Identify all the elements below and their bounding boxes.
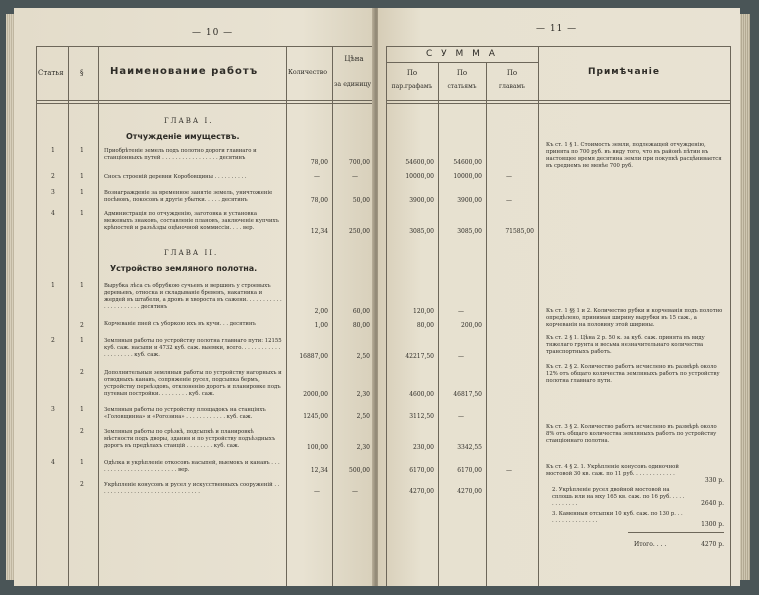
empty-dash: — xyxy=(458,308,464,315)
row-description: Укрѣпленiе конусовъ и русел у искусственныхъ сооруженiй . . . . . . . . . . . . . . . . . . . . . . . . . . . . . . . xyxy=(104,482,280,495)
sum-article: 46817,50 xyxy=(453,391,482,398)
row-quantity: 1,00 xyxy=(314,322,328,329)
rule-sum-sub xyxy=(386,62,538,63)
sum-paragraph: 3112,50 xyxy=(409,413,434,420)
row-quantity: 16887,00 xyxy=(299,353,328,360)
col-rule-0 xyxy=(36,46,37,586)
row-description: Земляныя работы по устройству площадокъ на станцiяхъ «Головщинна» и «Рогозина» . . . . . . . . . . . . куб. саж. xyxy=(104,407,266,420)
header-paragraph: § xyxy=(80,69,84,77)
row-paragraph: 2 xyxy=(80,428,84,435)
sum-paragraph: 4270,00 xyxy=(409,488,434,495)
sum-paragraph: 3085,00 xyxy=(409,228,434,235)
note-item-text: 3. Каменныя отсыпки 10 куб. саж. по 130 р. . . . . . . . . . . . . . . . . xyxy=(552,511,683,524)
col-rule-2 xyxy=(98,46,99,586)
header-by-chapters-2: главамъ xyxy=(499,83,525,90)
row-description: Одѣлка и укрѣпленiе откосовъ насыпей, выемокъ и канавъ . . . . . . . . . . . . . . . . . . . . . . . . . вер. xyxy=(104,460,280,473)
row-article: 2 xyxy=(51,337,55,344)
sum-paragraph: 4600,00 xyxy=(409,391,434,398)
row-paragraph: 1 xyxy=(80,282,84,289)
col-rule-0 xyxy=(386,46,387,586)
row-quantity: 100,00 xyxy=(307,444,328,451)
row-price: 2,50 xyxy=(356,413,370,420)
col-rule-1 xyxy=(68,46,69,586)
total-label: Итого. . . . xyxy=(634,541,667,548)
row-quantity: 12,34 xyxy=(310,228,328,235)
sum-article: 3342,55 xyxy=(457,444,482,451)
note-text: Къ ст. 1 § 1. Стоимость земли, подлежащей отчужденiю, принята по 700 руб. въ виду того, что въ районѣ пѣтин въ настоящее время десятина земли при покупкѣ расцѣнивается въ среднемъ не менѣе 700 руб. xyxy=(546,142,722,169)
col-rule-4 xyxy=(332,46,333,586)
total-rule xyxy=(628,532,724,533)
row-quantity: 2,00 xyxy=(314,308,328,315)
row-article: 3 xyxy=(51,189,55,196)
header-works: Наименование работъ xyxy=(110,66,259,77)
chapter2-title: ГЛАВА II. xyxy=(164,249,219,257)
row-description: Вознагражденiе за временное занятiе земель, уничтоженiе посѣвовъ, покосовъ и другiе убытки. . . . . десятинъ xyxy=(104,190,273,203)
note-text: Къ ст. 2 § 2. Количество работъ исчислено въ размѣрѣ около 12% отъ общаго количества земляныхъ работъ по устройству полотна главнаго пути. xyxy=(546,364,720,384)
row-article: 2 xyxy=(51,173,55,180)
row-article: 4 xyxy=(51,459,55,466)
row-price: 700,00 xyxy=(349,159,370,166)
row-price: 60,00 xyxy=(352,308,370,315)
row-quantity: — xyxy=(314,488,320,495)
rule-top xyxy=(36,46,374,47)
sum-article: 10000,00 xyxy=(453,173,482,180)
sum-chapter: 71585,00 xyxy=(505,228,534,235)
row-description: Корчеванiе пней съ уборкою ихъ въ кучи. . . десятинъ xyxy=(104,321,256,327)
col-rule-1 xyxy=(438,62,439,586)
row-description: Земляныя работы по устройству полотна главнаго пути: 12155 куб. саж. насыпи и 4732 куб. саж. выемки, всего. . . . . . . . . . . . . . . . . . . . . куб. саж. xyxy=(104,338,282,358)
row-paragraph: 2 xyxy=(80,369,84,376)
empty-dash: — xyxy=(506,173,512,180)
note-item-value: 2640 р. xyxy=(701,500,724,507)
sum-paragraph: 120,00 xyxy=(413,308,434,315)
page-edges-left xyxy=(6,14,14,580)
header-quantity: Количество xyxy=(288,69,328,76)
row-price: 2,50 xyxy=(356,353,370,360)
row-paragraph: 1 xyxy=(80,337,84,344)
chapter1-title: ГЛАВА I. xyxy=(164,117,214,125)
note-item-text: Къ ст. 4 § 2. 1. Укрѣпленiе конусовъ одиночной мостовой 30 кв. саж. по 11 руб. . . . . . . . . . . . . xyxy=(546,464,679,477)
row-description: Вырубка лѣса съ обрубкою сучьевъ и вершинъ у строевыхъ деревьевъ, относка и складыванiе бревенъ, накатника и жердей въ штабели, а дровъ и хвороста въ сажени. . . . . . . . . . . . . . . . . . . . . . десятинъ xyxy=(104,283,282,310)
row-price: — xyxy=(352,173,358,180)
sum-paragraph: 54600,00 xyxy=(405,159,434,166)
row-paragraph: 1 xyxy=(80,173,84,180)
row-paragraph: 1 xyxy=(80,189,84,196)
header-sum: С У М М А xyxy=(426,49,498,59)
sum-paragraph: 6170,00 xyxy=(409,467,434,474)
row-description: Сносъ строенiй деревни Коробовщины . . . . . . . . . . xyxy=(104,174,247,180)
row-article: 1 xyxy=(51,147,55,154)
sum-article: 4270,00 xyxy=(457,488,482,495)
total-value: 4270 р. xyxy=(701,541,724,548)
row-description: Администрацiя по отчужденiю, заготовка и установка межевыхъ знаковъ, составленiе плановъ, заключенiе купчихъ крѣпостей и разъѣзды оцѣночной коммиссiи. . . . вер. xyxy=(104,211,279,231)
header-article: Статья xyxy=(38,69,64,77)
note-text: Къ ст. 1 §§ 1 и 2. Количество рубки и корчеванiя подъ полотно опредѣлено, принимая ширину вырубки въ 15 саж., а корчеванiя на половину этой ширины. xyxy=(546,308,723,328)
row-description: Приобрѣтенiе земель подъ полотно дороги главнаго и станцiонныхъ путей . . . . . . . . . . . . . . . . . десятинъ xyxy=(104,148,257,161)
note-item-value: 1300 р. xyxy=(701,521,724,528)
row-quantity: 78,00 xyxy=(310,159,328,166)
row-quantity: 12,34 xyxy=(310,467,328,474)
sum-paragraph: 10000,00 xyxy=(405,173,434,180)
row-price: 500,00 xyxy=(349,467,370,474)
sum-article: 200,00 xyxy=(461,322,482,329)
note-text: Къ ст. 3 § 2. Количество работъ исчислено въ размѣрѣ около 8% отъ общаго количества земляныхъ работъ по устройству станцiоннаго полотна. xyxy=(546,424,717,444)
row-price: 2,30 xyxy=(356,444,370,451)
header-by-chapters-1: По xyxy=(506,69,518,77)
page-number-right: — 11 — xyxy=(536,24,578,34)
note-text: Къ ст. 2 § 1. Цѣна 2 р. 50 к. за куб. саж. принята въ виду тяжелаго грунта и весьма незначительнаго количества транспортныхъ работъ. xyxy=(546,335,705,355)
header-note: Примѣчанiе xyxy=(588,67,660,77)
empty-dash: — xyxy=(506,197,512,204)
sum-article: 3900,00 xyxy=(457,197,482,204)
rule-header-bottom-2 xyxy=(36,103,374,104)
header-price-1: Цѣна xyxy=(344,55,364,63)
row-quantity: — xyxy=(314,173,320,180)
right-page xyxy=(378,8,740,586)
col-rule-4 xyxy=(730,46,731,586)
sum-article: 3085,00 xyxy=(457,228,482,235)
empty-dash: — xyxy=(506,467,512,474)
row-quantity: 78,00 xyxy=(310,197,328,204)
sum-paragraph: 3900,00 xyxy=(409,197,434,204)
sum-article: 54600,00 xyxy=(453,159,482,166)
left-page xyxy=(14,8,374,586)
row-paragraph: 1 xyxy=(80,147,84,154)
sum-paragraph: 80,00 xyxy=(416,322,434,329)
row-article: 4 xyxy=(51,210,55,217)
row-paragraph: 1 xyxy=(80,406,84,413)
row-paragraph: 2 xyxy=(80,481,84,488)
page-number-left: — 10 — xyxy=(192,28,234,38)
header-by-paragraphs-1: По xyxy=(406,69,418,77)
row-paragraph: 1 xyxy=(80,459,84,466)
row-article: 1 xyxy=(51,282,55,289)
row-description: Земляныя работы по срѣзкѣ, подсыпкѣ и планировкѣ мѣстности подъ дворы, здания и по устройству подъѣздныхъ дорогъ въ предѣлахъ станцiй . . . . . . . . куб. саж. xyxy=(104,429,276,449)
rule-header-bottom xyxy=(36,100,374,101)
col-rule-3 xyxy=(538,46,539,586)
row-paragraph: 1 xyxy=(80,210,84,217)
rule-top xyxy=(386,46,730,47)
row-price: — xyxy=(352,488,358,495)
chapter1-subtitle: Отчужденiе имуществъ. xyxy=(126,132,240,141)
row-price: 50,00 xyxy=(352,197,370,204)
chapter2-subtitle: Устройство земляного полотна. xyxy=(110,264,258,273)
row-quantity: 2000,00 xyxy=(303,391,328,398)
row-price: 250,00 xyxy=(349,228,370,235)
empty-dash: — xyxy=(458,413,464,420)
note-item-text: 2. Укрѣпленiе русел двойной мостовой на сплошь или на мху 165 кв. саж. по 16 руб. . . . . . . . . . . . . xyxy=(552,487,685,507)
row-description: Дополнительныя земляныя работы по устройству нагорныхъ и отводныхъ канавъ, сопряженiе русел, подсыпка бермъ, устройству переѣздовъ, отклоненiю дорогъ и планировке подъ путевыя постройки. . . . . . . . . куб. саж. xyxy=(104,370,282,397)
header-by-articles-1: По xyxy=(456,69,468,77)
row-article: 3 xyxy=(51,406,55,413)
row-quantity: 1245,00 xyxy=(303,413,328,420)
sum-paragraph: 230,00 xyxy=(413,444,434,451)
header-price-2: за единицу xyxy=(334,81,372,88)
col-rule-2 xyxy=(486,62,487,586)
sum-article: 6170,00 xyxy=(457,467,482,474)
note-item-value: 330 р. xyxy=(704,477,724,484)
col-rule-3 xyxy=(286,46,287,586)
empty-dash: — xyxy=(458,353,464,360)
row-price: 2,30 xyxy=(356,391,370,398)
header-by-paragraphs-2: пар.графамъ xyxy=(391,83,433,90)
row-price: 80,00 xyxy=(352,322,370,329)
row-paragraph: 2 xyxy=(80,322,84,329)
sum-paragraph: 42217,50 xyxy=(405,353,434,360)
page-edges-right xyxy=(740,14,750,580)
header-by-articles-2: статьямъ xyxy=(447,83,477,90)
